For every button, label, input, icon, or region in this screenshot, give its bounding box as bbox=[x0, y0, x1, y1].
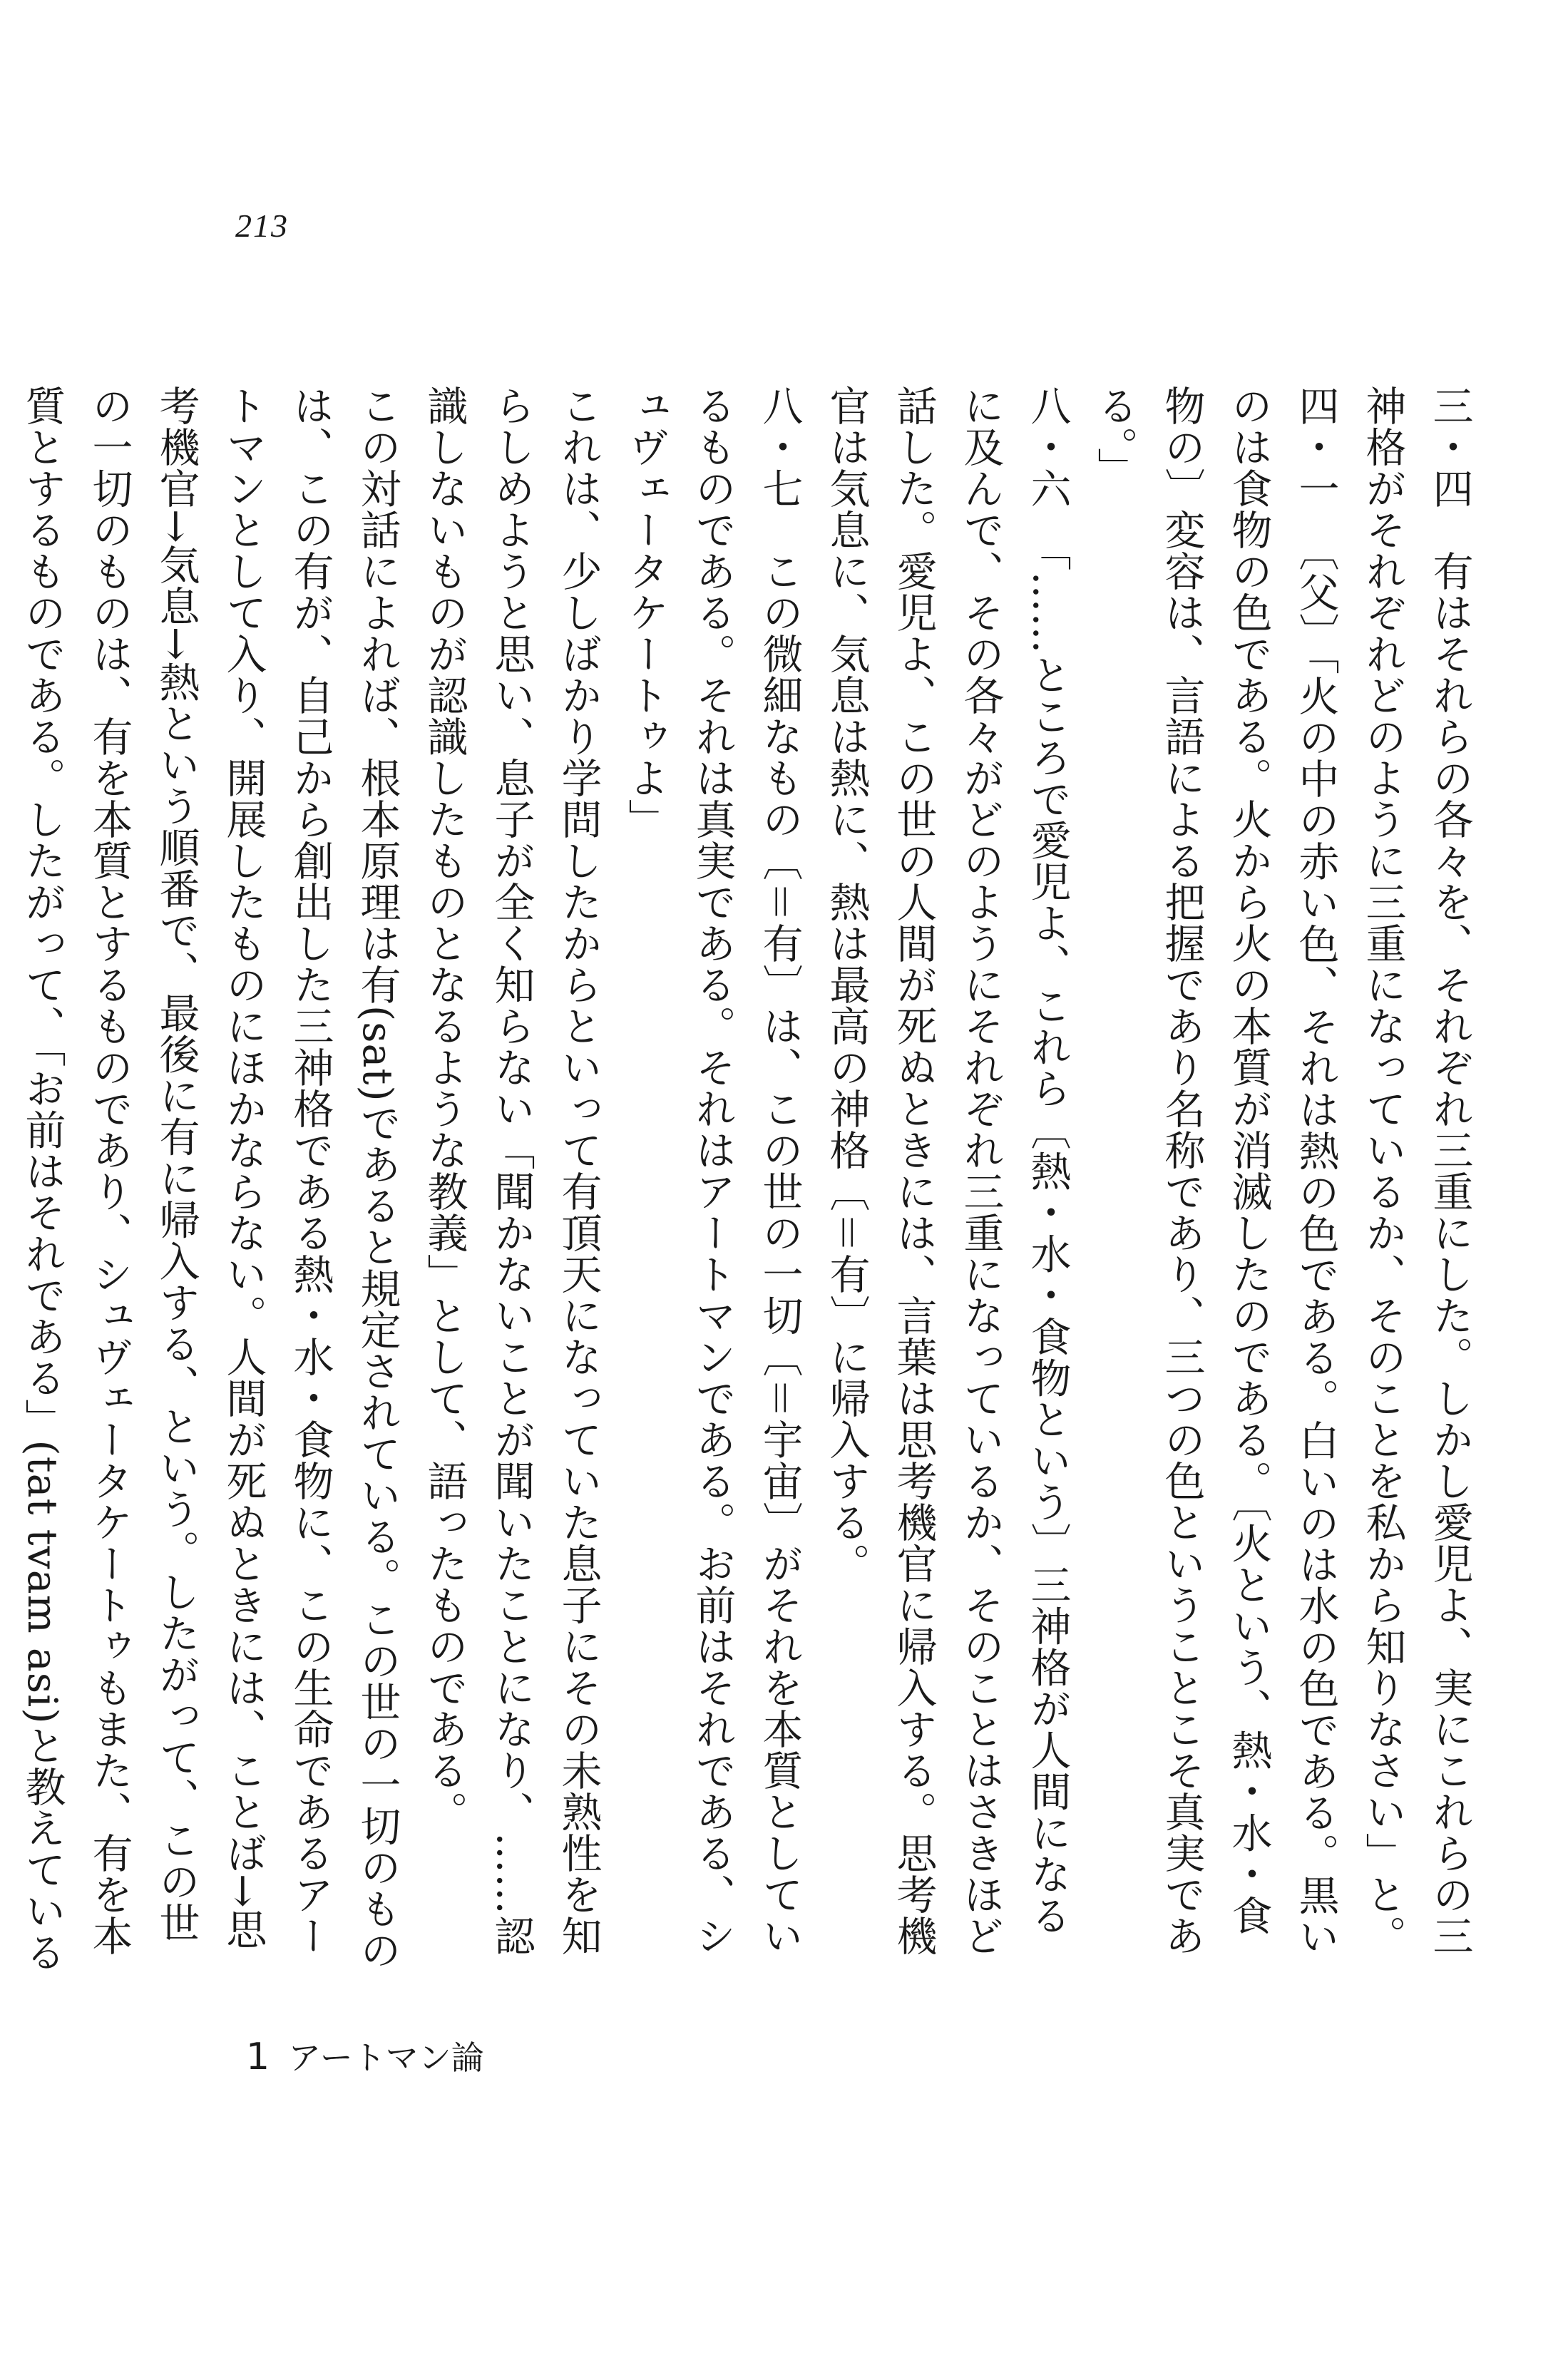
chapter-title: アートマン論 bbox=[288, 2038, 484, 2077]
paragraph-8-7: 八・七 この微細なもの〔＝有〕は、この世の一切〔＝宇宙〕がそれを本質としているものである。それは真実である。それはアートマンである。お前はそれである、シュヴェータケートゥよ」 bbox=[622, 385, 803, 1956]
paragraph-4-1: 四・一 〔父〕「火の中の赤い色、それは熱の色である。白いのは水の色である。黒いのは食物の色である。火から火の本質が消滅したのである。〔火という、熱・水・食物の〕変容は、言語による把握であり名称であり、三つの色ということこそ真実である。」 bbox=[1091, 385, 1339, 1957]
page-number: 213 bbox=[235, 207, 289, 244]
paragraph-3-4: 三・四 有はそれらの各々を、それぞれ三重にした。しかし愛児よ、実にこれらの三神格がそれぞれどのように三重になっているか、そのことを私から知りなさい」と。 bbox=[1359, 385, 1473, 1956]
vertical-body-text bbox=[19, 385, 1483, 1975]
chapter-number: 1 bbox=[246, 2036, 270, 2078]
running-footer bbox=[246, 2032, 484, 2079]
paragraph-8-6: 八・六 「……ところで愛児よ、これら〔熱・水・食物という〕三神格が人間になるに及んで、その各々がどのようにそれぞれ三重になっているか、そのことはさきほど話した。愛児よ、この世の人間が死ぬときには、言葉は思考機官に帰入する。思考機官は気息に、気息は熱に、熱は最高の神格〔＝有〕に帰入する。 bbox=[823, 385, 1071, 1956]
analysis-paragraph: この対話によれば、根本原理は有(sat)であると規定されている。この世の一切のものは、この有が、自己から創出した三神格である熱・水・食物に、この生命であるアートマンとして入り、開展したものにほかならない。人間が死ぬときには、ことば→思考機官→気息→熱という順番で、最後に有に帰入する、という。したがって、この世の一切のものは、有を本質とするものであり、シュヴェータケートゥもまた、有を本質とするものである。したがって、「お前はそれである」(tat tvam asi)と教えている bbox=[19, 385, 401, 1973]
commentary-paragraph: これは、少しばかり学問したからといって有頂天になっていた息子にその未熟性を知らしめようと思い、息子が全く知らない「聞かないことが聞いたことになり、……認識しないものが認識したものとなるような教義」として、語ったものである。 bbox=[421, 385, 602, 1956]
